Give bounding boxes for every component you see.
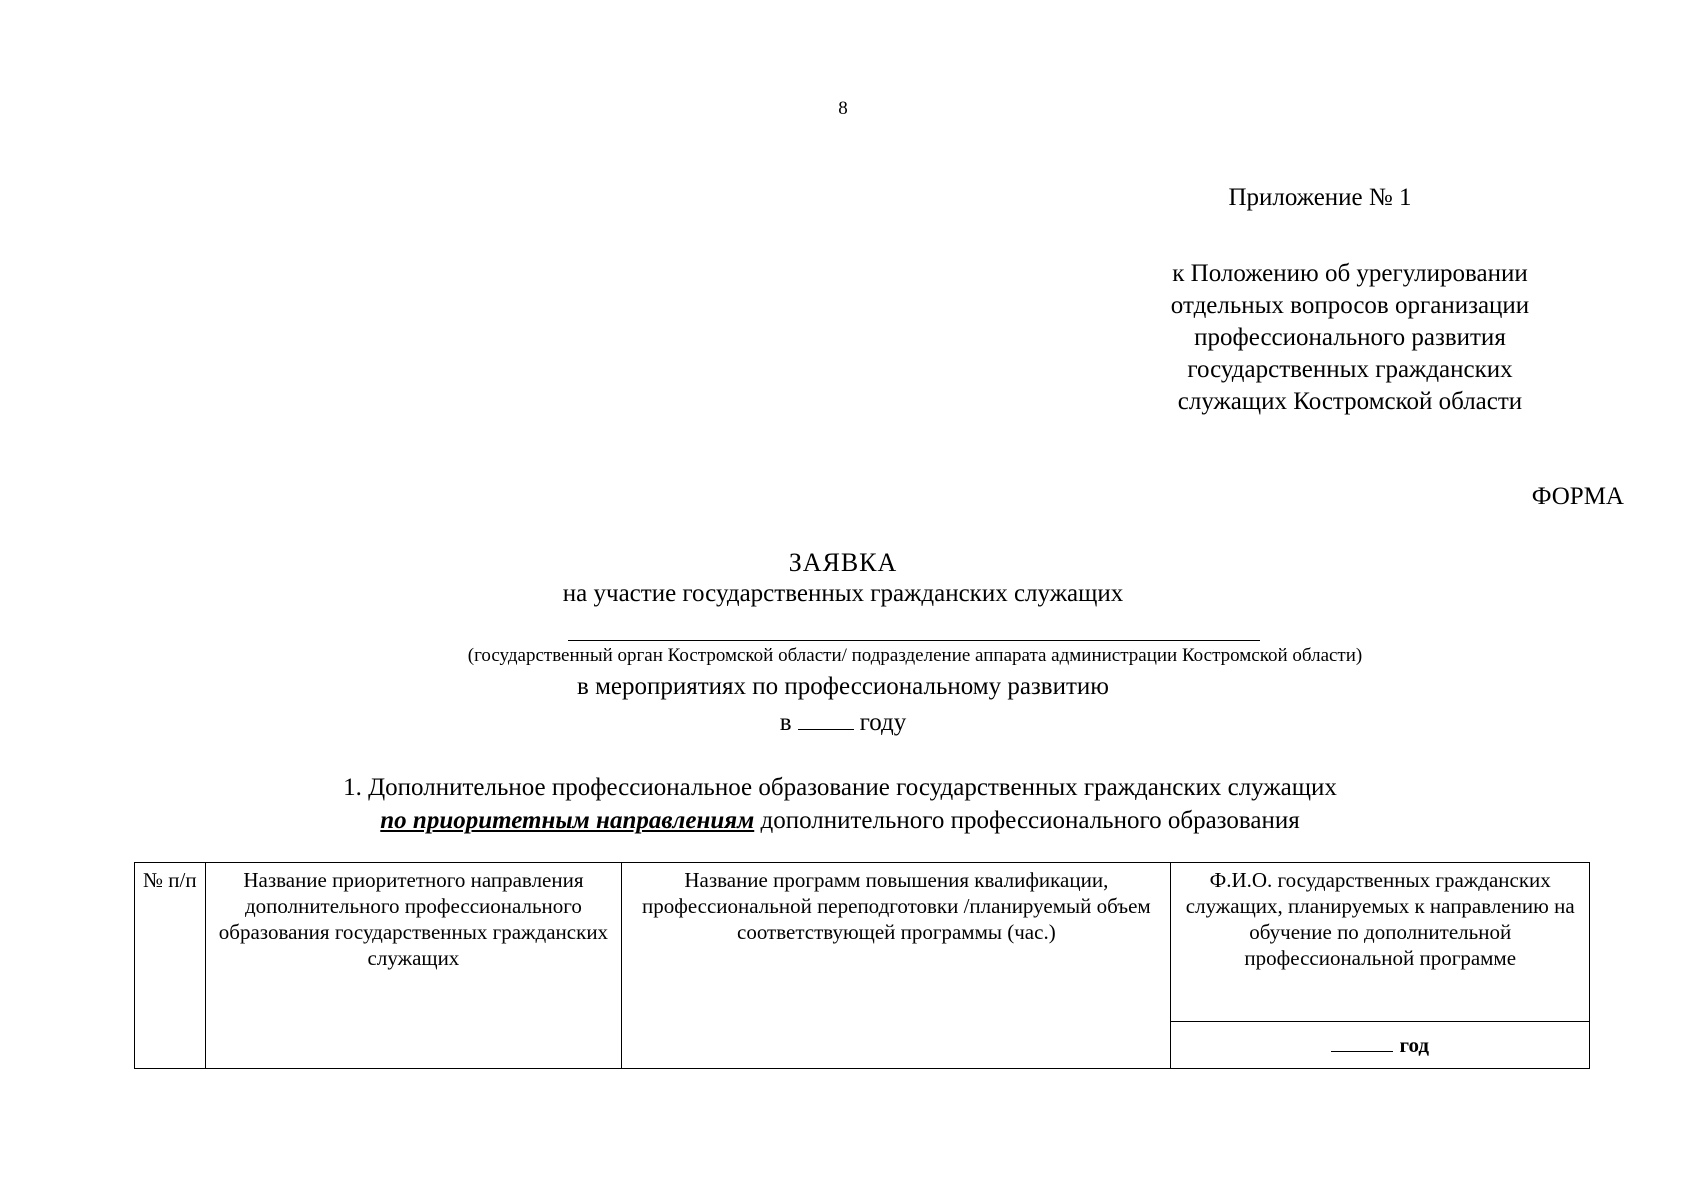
section-heading-line1: 1. Дополнительное профессиональное образование государственных гражданских служащих: [343, 774, 1337, 801]
year-cell-blank: [1331, 1033, 1393, 1052]
organization-caption: (государственный орган Костромской области/ подразделение аппарата администрации Костромской области): [467, 645, 1363, 666]
appendix-description-line: государственных гражданских: [1187, 356, 1513, 383]
document-subtitle-events: в мероприятиях по профессиональному развитию: [577, 673, 1109, 700]
appendix-description-line: к Положению об урегулировании: [1172, 260, 1528, 287]
application-table: [134, 862, 1590, 1069]
table-header-row: [135, 863, 1590, 1022]
year-suffix: году: [859, 709, 907, 736]
appendix-description-line: профессионального развития: [1194, 324, 1506, 351]
header-programs: Название программ повышения квалификации, профессиональной переподготовки /планируемый объем соответствующей программы (час.): [622, 863, 1171, 1069]
page-number: 8: [838, 98, 848, 119]
organization-blank-line: [568, 640, 1260, 641]
year-cell-label: год: [1399, 1033, 1429, 1057]
year-cell: [1171, 1022, 1590, 1069]
document-title: ЗАЯВКА: [788, 548, 898, 577]
appendix-label: Приложение № 1: [1228, 184, 1412, 211]
document-subtitle: на участие государственных гражданских служащих: [562, 580, 1124, 607]
year-blank: [798, 707, 854, 730]
section-heading-emphasis: по приоритетным направлениям: [380, 807, 755, 834]
header-number: № п/п: [135, 863, 206, 1069]
appendix-description-line: отдельных вопросов организации: [1170, 292, 1530, 319]
document-year-line: [0, 707, 1686, 737]
header-direction: Название приоритетного направления дополнительного профессионального образования государственных гражданских служащих: [205, 863, 622, 1069]
section-heading: [270, 771, 1410, 837]
appendix-description: [1130, 258, 1570, 418]
year-prefix: в: [779, 709, 792, 736]
section-heading-rest: дополнительного профессионального образования: [754, 807, 1300, 834]
header-fio: Ф.И.О. государственных гражданских служащих, планируемых к направлению на обучение по дополнительной профессиональной программе: [1171, 863, 1590, 1022]
form-label: ФОРМА: [1531, 483, 1624, 510]
section-heading-line2: [270, 804, 1410, 837]
appendix-description-line: служащих Костромской области: [1177, 388, 1523, 415]
